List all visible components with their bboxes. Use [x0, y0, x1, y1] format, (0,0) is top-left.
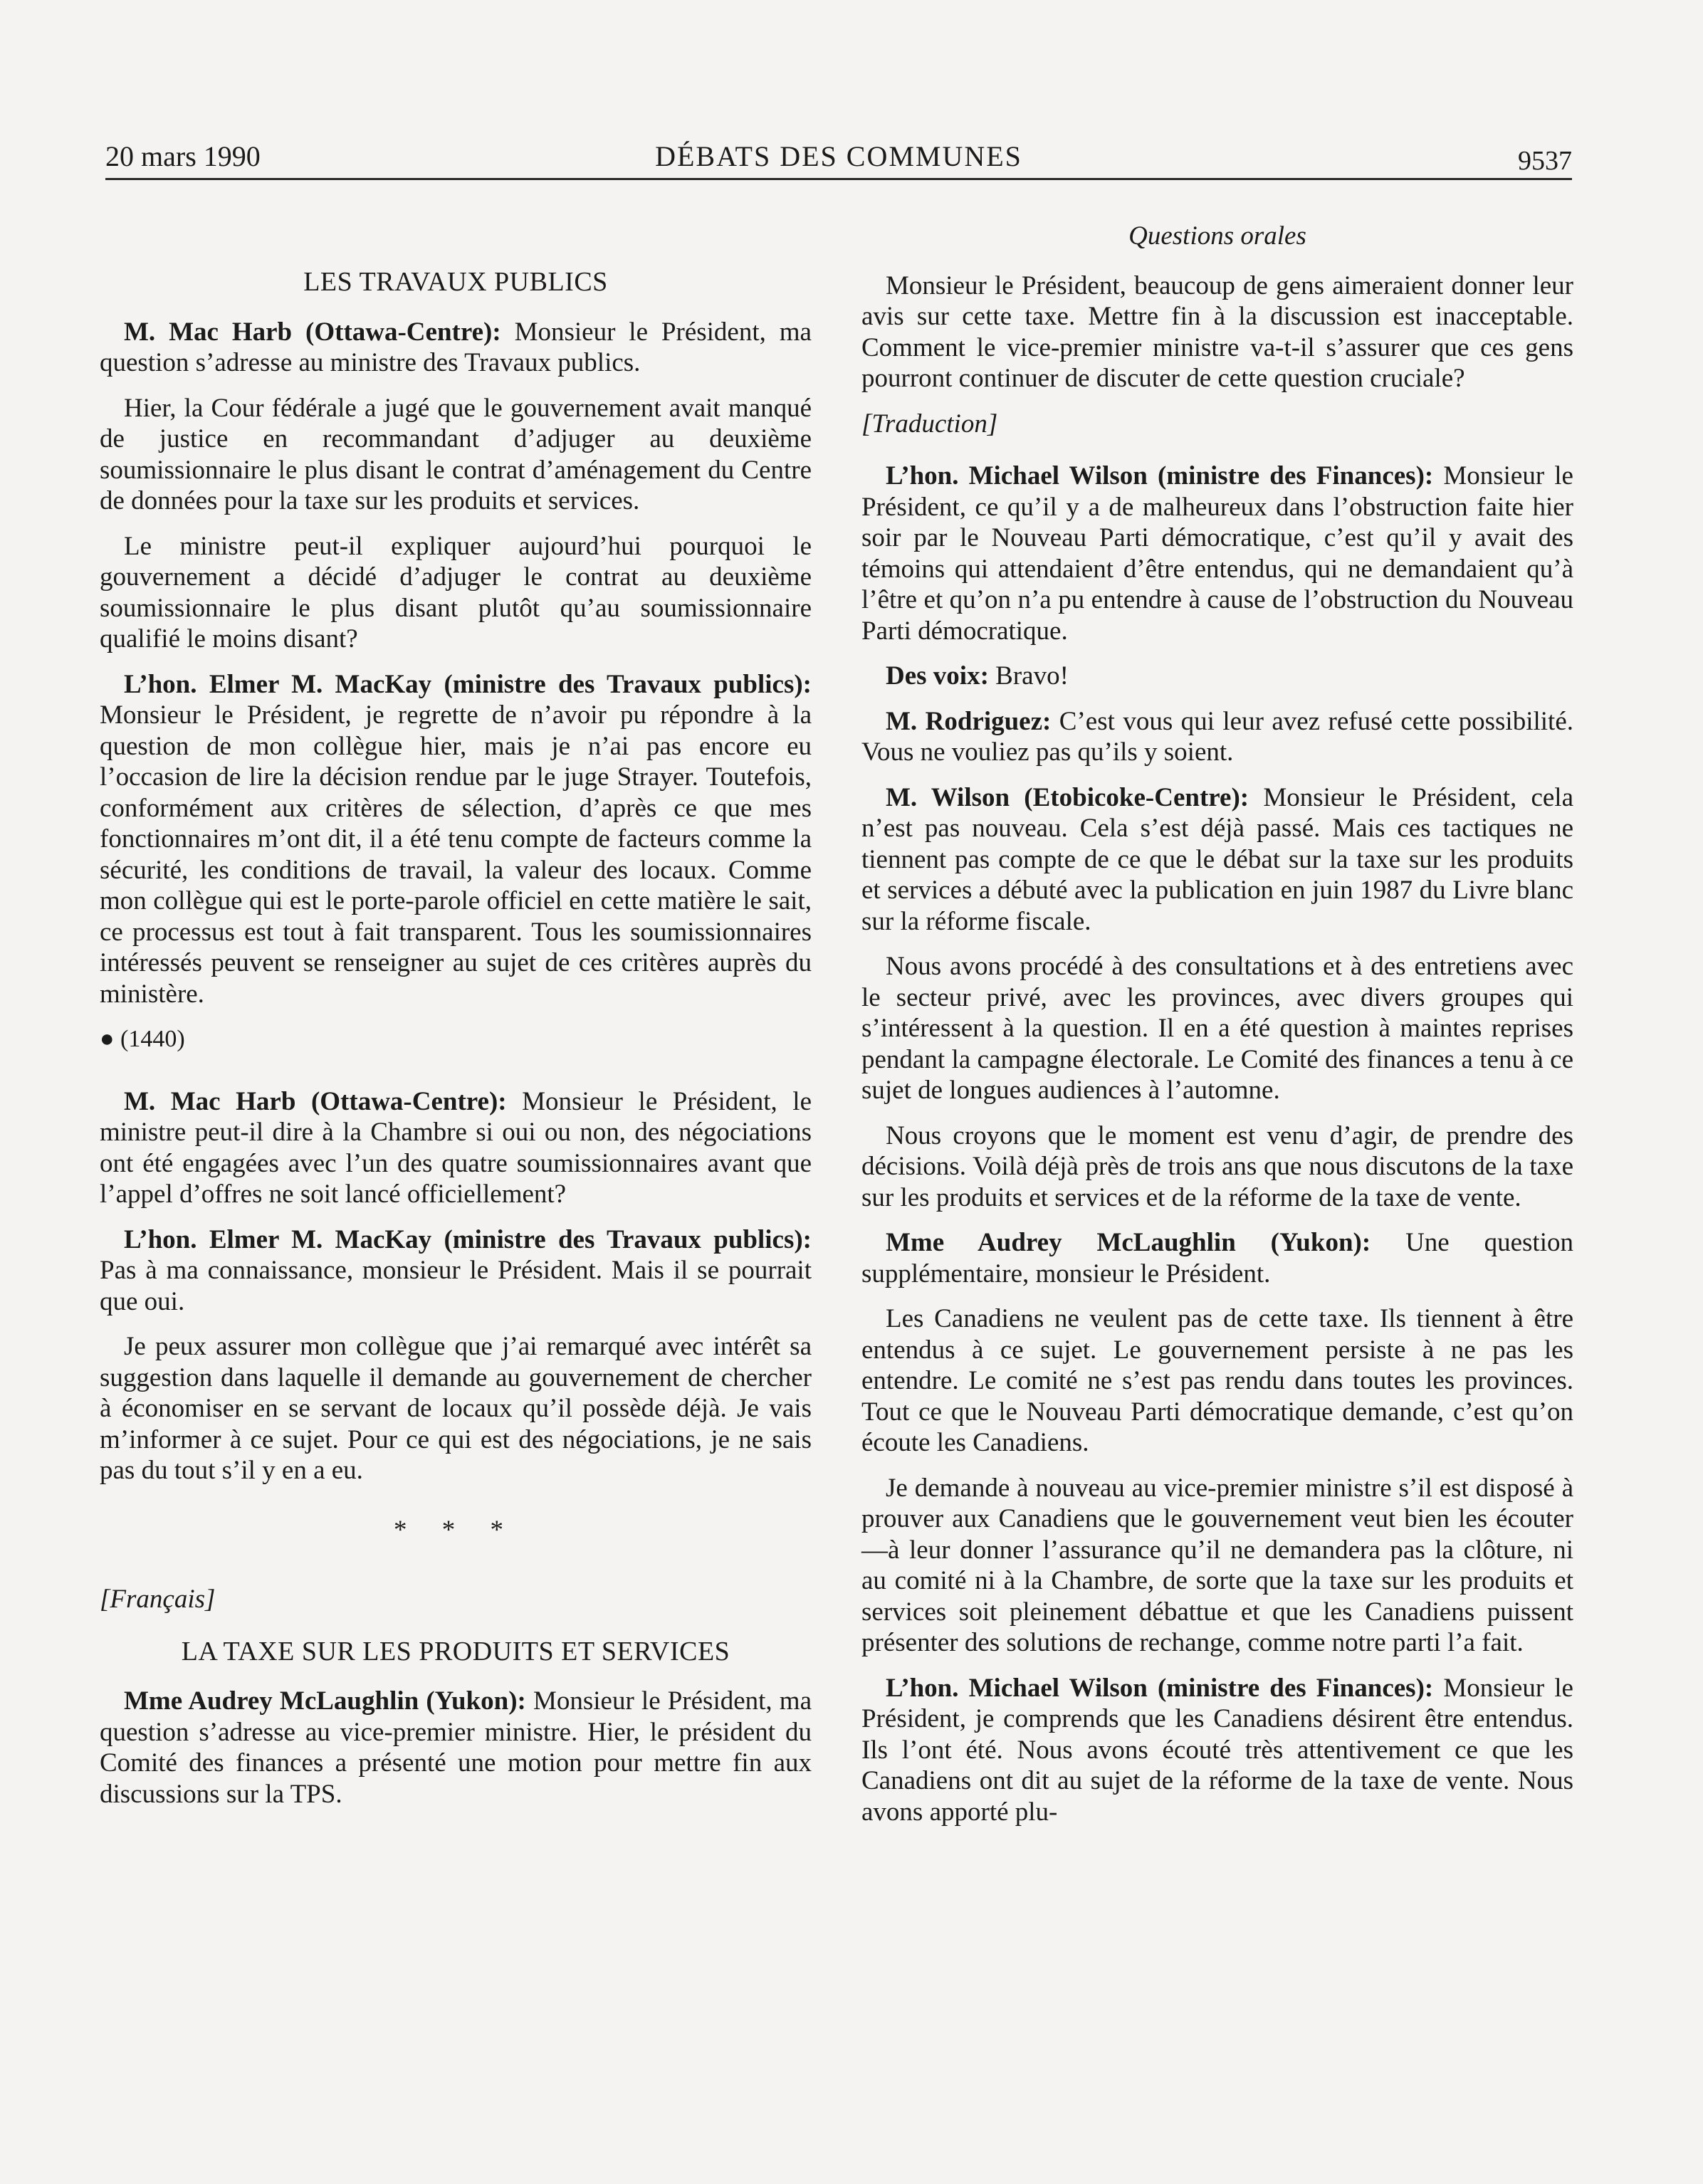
- language-note: [Français]: [100, 1585, 216, 1614]
- speech-text: Bravo!: [988, 661, 1069, 691]
- header-title: DÉBATS DES COMMUNES: [655, 140, 1022, 172]
- speaker-name: L’hon. Michael Wilson (ministre des Finances):: [886, 1673, 1434, 1703]
- speech-text: Monsieur le Président, je regrette de n’avoir pu répondre à la question de mon collègue hier, mais je n’ai pas encore eu l’occasion de lire la décision rendue par le juge Strayer. Toutefois, conformément aux critères de sélection, d’après ce que mes fonctionnaires m’ont dit, il a été tenu compte de facteurs comme la sécurité, les conditions de travail, la valeur des locaux. Comme mon collègue qui est le porte-parole officiel en cette matière le sait, ce processus est tout à fait transparent. Tous les soumissionnaires intéressés peuvent se renseigner au sujet de ces critères auprès du ministère.: [100, 700, 812, 1009]
- speech-text: Monsieur le Président, ma question s’adresse au vice-premier ministre. Hier, le président du Comité des finances a présenté une motion pour mettre fin aux discussions sur la TPS.: [100, 1686, 812, 1809]
- paragraph: [861, 661, 1573, 692]
- paragraph: Nous avons procédé à des consultations et à des entretiens avec le secteur privé, avec les provinces, avec divers groupes qui s’intéressent à la question. Il en a été question à maintes reprises pendant la campagne électorale. Le Comité des finances a tenu à ce sujet de longues audiences à l’automne.: [861, 952, 1573, 1105]
- header-page-number: 9537: [1518, 146, 1572, 176]
- paragraph: [861, 706, 1573, 768]
- speaker-name: Mme Audrey McLaughlin (Yukon):: [886, 1228, 1371, 1257]
- paragraph: Monsieur le Président, beaucoup de gens aimeraient donner leur avis sur cette taxe. Mettre fin à la discussion est inacceptable. Comment le vice-premier ministre va-t-il s’assurer que ces gens pourront continuer de discuter de cette question cruciale?: [861, 271, 1573, 393]
- speech-text: Monsieur le Président, le ministre peut-il dire à la Chambre si oui ou non, des négociations ont été engagées avec l’un des quatre soumissionnaires avant que l’appel d’offres ne soit lancé officiellement?: [100, 1086, 812, 1209]
- paragraph: [100, 669, 812, 1010]
- speaker-name: M. Wilson (Etobicoke-Centre):: [886, 782, 1249, 812]
- paragraph: Je demande à nouveau au vice-premier ministre s’il est disposé à prouver aux Canadiens que le gouvernement veut bien les écouter—à leur donner l’assurance qu’il ne demandera pas la clôture, ni au comité ni à la Chambre, de sorte que la taxe sur les produits et services soit pleinement débattue et que les Canadiens puissent présenter des solutions de rechange, comme notre parti l’a fait.: [861, 1473, 1573, 1657]
- paragraph: Hier, la Cour fédérale a jugé que le gouvernement avait manqué de justice en recommandant d’adjuger au deuxième soumissionnaire le plus disant le contrat d’aménagement du Centre de données pour la taxe sur les produits et services.: [100, 393, 812, 515]
- page-header: [105, 135, 1572, 180]
- right-column: [861, 221, 1573, 1842]
- paragraph: [861, 782, 1573, 938]
- paragraph: Je peux assurer mon collègue que j’ai remarqué avec intérêt sa suggestion dans laquelle il demande au gouvernement de chercher à économiser en se servant de locaux qu’il possède déjà. Je vais m’informer à ce sujet. Pour ce qui est des négociations, je ne sais pas du tout s’il y en a eu.: [100, 1332, 812, 1485]
- language-note: [Traduction]: [861, 409, 998, 439]
- speech-text: Une question supplémentaire, monsieur le Président.: [861, 1228, 1573, 1288]
- paragraph: [861, 461, 1573, 646]
- speech-text: C’est vous qui leur avez refusé cette possibilité. Vous ne vouliez pas qu’ils y soient.: [861, 706, 1573, 767]
- paragraph: Le ministre peut-il expliquer aujourd’hui pourquoi le gouvernement a décidé d’adjuger le contrat au deuxième soumissionnaire le plus disant plutôt qu’au soumissionnaire qualifié le moins disant?: [100, 531, 812, 653]
- speech-text: Monsieur le Président, ce qu’il y a de malheureux dans l’obstruction faite hier soir par le Nouveau Parti démocratique, c’est qu’il y avait des témoins qui attendaient d’être entendus, qui ne demandaient qu’à l’être et qu’on n’a pu entendre à cause de l’obstruction du Nouveau Parti démocratique.: [861, 461, 1573, 646]
- paragraph: [100, 1086, 812, 1210]
- speaker-name: L’hon. Michael Wilson (ministre des Finances):: [886, 461, 1434, 490]
- paragraph: [100, 1686, 812, 1810]
- running-head: Questions orales: [1128, 221, 1306, 251]
- timestamp: ● (1440): [100, 1026, 185, 1052]
- section-separator: * * *: [394, 1515, 518, 1545]
- speech-text: Monsieur le Président, ma question s’adresse au ministre des Travaux publics.: [100, 317, 812, 377]
- paragraph: [100, 1224, 812, 1318]
- paragraph: [861, 1673, 1573, 1828]
- left-column: [100, 267, 812, 1824]
- paragraph: [100, 317, 812, 379]
- speaker-name: M. Mac Harb (Ottawa-Centre):: [124, 1086, 507, 1116]
- paragraph: Les Canadiens ne veulent pas de cette taxe. Ils tiennent à être entendus à ce sujet. Le gouvernement persiste à ne pas les entendre. Le comité ne s’est pas rendu dans toutes les provinces. Tout ce que le Nouveau Parti démocratique demande, c’est qu’on écoute les Canadiens.: [861, 1304, 1573, 1457]
- speech-text: Monsieur le Président, je comprends que les Canadiens désirent être entendus. Ils l’ont été. Nous avons écouté très attentivement ce que les Canadiens ont dit au sujet de la réforme de la taxe de vente. Nous avons apporté plu-: [861, 1673, 1573, 1827]
- speaker-name: L’hon. Elmer M. MacKay (ministre des Travaux publics):: [124, 1224, 812, 1254]
- speaker-name: M. Rodriguez:: [886, 706, 1052, 736]
- paragraph: [861, 1227, 1573, 1289]
- speaker-name: Des voix:: [886, 661, 989, 691]
- paragraph: Nous croyons que le moment est venu d’agir, de prendre des décisions. Voilà déjà près de trois ans que nous discutons de la taxe sur les produits et services et de la réforme de la taxe de vente.: [861, 1120, 1573, 1212]
- header-date: 20 mars 1990: [105, 140, 261, 172]
- speaker-name: Mme Audrey McLaughlin (Yukon):: [124, 1686, 526, 1716]
- speech-text: Pas à ma connaissance, monsieur le Président. Mais il se pourrait que oui.: [100, 1256, 812, 1316]
- section-heading-tps: LA TAXE SUR LES PRODUITS ET SERVICES: [181, 1636, 730, 1666]
- speech-text: Monsieur le Président, cela n’est pas nouveau. Cela s’est déjà passé. Mais ces tactiques ne tiennent pas compte de ce que le débat sur la taxe sur les produits et services a débuté avec la publication en juin 1987 du Livre blanc sur la réforme fiscale.: [861, 782, 1573, 936]
- section-heading-travaux-publics: LES TRAVAUX PUBLICS: [303, 267, 608, 297]
- speaker-name: L’hon. Elmer M. MacKay (ministre des Travaux publics):: [124, 669, 812, 699]
- speaker-name: M. Mac Harb (Ottawa-Centre):: [124, 317, 501, 347]
